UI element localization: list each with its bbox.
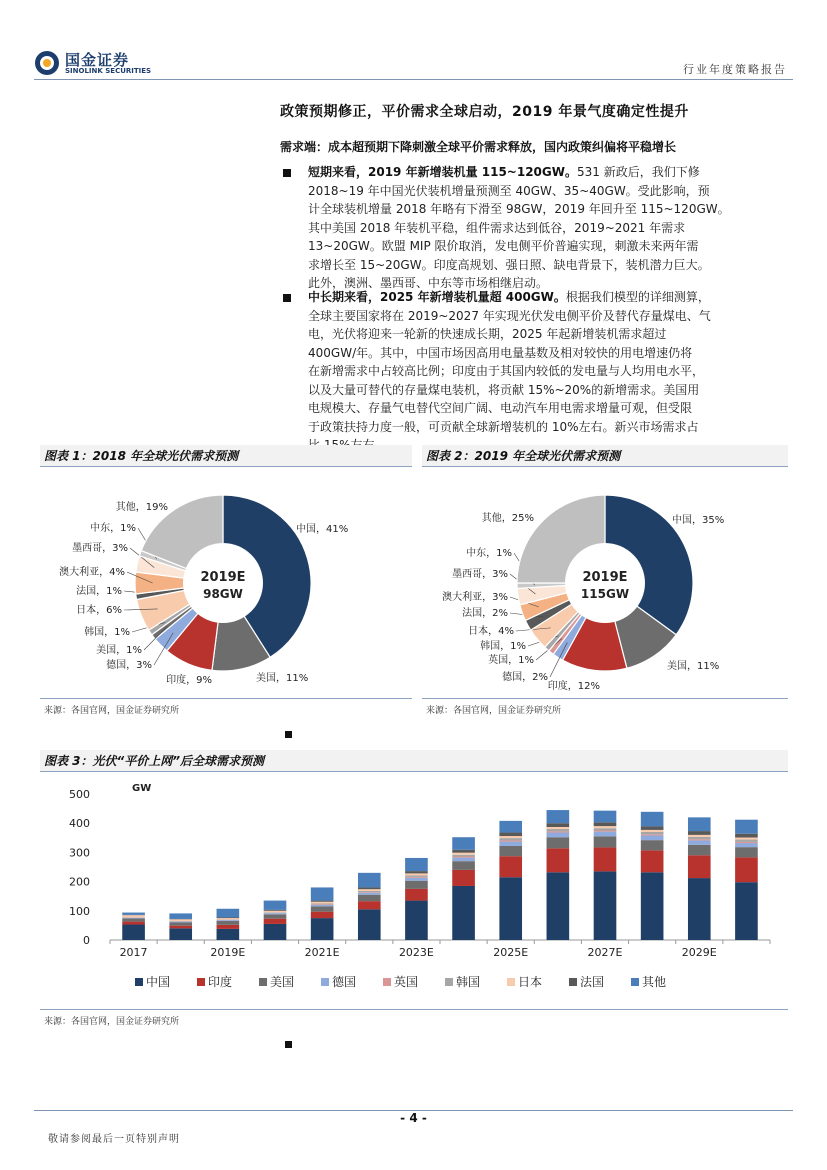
bar-segment bbox=[594, 811, 617, 823]
pie-slice-label: 印度，12% bbox=[547, 681, 600, 692]
bar-segment bbox=[499, 877, 522, 940]
stacked-bar-chart bbox=[40, 776, 788, 1008]
pie-slice-label: 中国，35% bbox=[672, 515, 725, 526]
figure-3-source: 来源：各国官网，国金证券研究所 bbox=[44, 1017, 180, 1027]
header-divider bbox=[34, 79, 793, 80]
source-divider bbox=[40, 1009, 788, 1010]
bar-segment bbox=[452, 850, 475, 853]
logo-text-cn: 国金证券 bbox=[65, 51, 130, 69]
paragraph-line: 求增长至 15~20GW。印度高规划、强日照、缺电背景下，装机潜力巨大。 bbox=[308, 257, 710, 272]
bar-segment bbox=[499, 842, 522, 846]
bar-segment bbox=[641, 850, 664, 872]
bar-segment bbox=[641, 840, 664, 850]
bullet-lead: 中长期来看，2025 年新增装机量超 400GW。 bbox=[308, 290, 566, 304]
bar-segment bbox=[547, 829, 570, 831]
bar-segment bbox=[547, 823, 570, 827]
x-tick-label: 2023E bbox=[398, 946, 434, 959]
bar-segment bbox=[452, 861, 475, 870]
bar-segment bbox=[594, 847, 617, 871]
bar-segment bbox=[499, 833, 522, 837]
bar-segment bbox=[405, 858, 428, 871]
bar-segment bbox=[358, 887, 381, 889]
bar-segment bbox=[122, 925, 145, 940]
bar-segment bbox=[641, 812, 664, 827]
bar-segment bbox=[264, 911, 287, 912]
bar-segment bbox=[452, 886, 475, 940]
bar-segment bbox=[735, 820, 758, 834]
bar-segment bbox=[547, 810, 570, 823]
bar-segment bbox=[452, 870, 475, 886]
bar-segment bbox=[122, 918, 145, 919]
bar-segment bbox=[499, 838, 522, 840]
bar-segment bbox=[735, 882, 758, 940]
bar-segment bbox=[641, 872, 664, 940]
bar-segment bbox=[735, 857, 758, 882]
bar-segment bbox=[641, 826, 664, 830]
pie-slice-label: 日本，4% bbox=[468, 626, 514, 637]
pie-slice-label: 其他，25% bbox=[481, 513, 534, 524]
paragraph-line: 531 新政后，我们下修 bbox=[577, 165, 700, 179]
bar-segment bbox=[499, 821, 522, 833]
donut-center-label: 2019E bbox=[200, 570, 246, 585]
pie-slice-label: 澳大利亚，4% bbox=[59, 567, 125, 578]
bar-segment bbox=[358, 895, 381, 901]
bar-segment bbox=[217, 909, 240, 918]
bar-segment bbox=[735, 847, 758, 857]
bar-segment bbox=[688, 837, 711, 839]
bar-segment bbox=[688, 831, 711, 835]
bar-segment bbox=[217, 921, 240, 925]
section-title: 政策预期修正，平价需求全球启动，2019 年景气度确定性提升 bbox=[280, 104, 689, 120]
x-tick-label: 2017 bbox=[119, 946, 148, 959]
legend-swatch bbox=[569, 978, 577, 986]
bar-segment bbox=[405, 871, 428, 873]
bar-segment bbox=[405, 889, 428, 901]
bar-segment bbox=[217, 929, 240, 940]
bar-segment bbox=[688, 878, 711, 940]
bar-segment bbox=[688, 855, 711, 878]
bar-segment bbox=[735, 842, 758, 843]
bullet-marker bbox=[283, 169, 291, 177]
bar-segment bbox=[169, 922, 192, 923]
bar-segment bbox=[264, 913, 287, 914]
bar-segment bbox=[358, 873, 381, 888]
x-tick-label: 2019E bbox=[210, 946, 246, 959]
bar-segment bbox=[641, 830, 664, 832]
bar-segment bbox=[452, 858, 475, 862]
bar-segment bbox=[688, 840, 711, 844]
bullet-marker bbox=[285, 731, 292, 738]
figure-1-source: 来源：各国官网，国金证券研究所 bbox=[44, 706, 180, 716]
paragraph-line: 电，光伏将迎来一轮新的快速成长期，2025 年起新增装机需求超过 bbox=[308, 327, 667, 341]
legend-label: 印度 bbox=[208, 975, 233, 989]
pie-slice-label: 美国，1% bbox=[96, 645, 142, 656]
paragraph-line: 2018~19 年中国光伏装机增量预测至 40GW、35~40GW。受此影响，预 bbox=[308, 183, 710, 198]
bar-segment bbox=[735, 843, 758, 847]
y-tick-label: 500 bbox=[69, 788, 90, 801]
figure-1-title: 图表 1：2018 年全球光伏需求预测 bbox=[40, 445, 412, 467]
x-tick-label: 2029E bbox=[681, 946, 717, 959]
bar-segment bbox=[311, 905, 334, 906]
paragraph-line: 以及大量可替代的存量煤电装机，将贡献 15%~20%的新增需求。美国用 bbox=[308, 382, 700, 397]
legend-swatch bbox=[135, 978, 143, 986]
pie-chart-2018 bbox=[40, 470, 412, 695]
bar-segment bbox=[358, 892, 381, 893]
bullet-marker bbox=[285, 1041, 292, 1048]
bar-segment bbox=[264, 901, 287, 910]
x-tick-label: 2025E bbox=[493, 946, 529, 959]
x-tick-label: 2021E bbox=[304, 946, 340, 959]
bar-segment bbox=[547, 872, 570, 940]
footer-disclaimer: 敬请参阅最后一页特别声明 bbox=[48, 1134, 180, 1145]
bar-segment bbox=[688, 817, 711, 831]
pie-slice-label: 印度，9% bbox=[166, 675, 212, 686]
legend-swatch bbox=[507, 978, 515, 986]
logo-text-en: SINOLINK SECURITIES bbox=[65, 67, 152, 75]
bar-segment bbox=[311, 904, 334, 905]
bar-segment bbox=[358, 901, 381, 909]
bar-segment bbox=[735, 840, 758, 842]
bar-segment bbox=[264, 910, 287, 911]
bar-segment bbox=[405, 881, 428, 889]
pie-slice-label: 美国，11% bbox=[256, 673, 309, 684]
pie-slice-label: 中东，1% bbox=[466, 548, 512, 559]
section-subtitle: 需求端：成本超预期下降刺激全球平价需求释放，国内政策纠偏将平稳增长 bbox=[280, 140, 677, 154]
bar-segment bbox=[358, 909, 381, 940]
bar-segment bbox=[405, 873, 428, 875]
y-tick-label: 300 bbox=[69, 846, 90, 860]
bar-segment bbox=[688, 835, 711, 837]
bar-segment bbox=[594, 828, 617, 830]
bar-segment bbox=[311, 902, 334, 904]
legend-swatch bbox=[631, 978, 639, 986]
bar-segment bbox=[641, 834, 664, 835]
bar-segment bbox=[217, 918, 240, 919]
paragraph-line: 电规模大、存量气电替代空间广阔、电动汽车用电需求增量可观，但受限 bbox=[308, 401, 693, 415]
bar-segment bbox=[499, 846, 522, 856]
legend-swatch bbox=[259, 978, 267, 986]
pie-slice-label: 韩国，1% bbox=[84, 627, 130, 638]
bar-segment bbox=[217, 925, 240, 929]
bullet-lead: 短期来看，2019 年新增装机量 115~120GW。 bbox=[308, 165, 577, 179]
legend-label: 其他 bbox=[642, 975, 667, 989]
y-tick-label: 200 bbox=[69, 875, 90, 889]
bar-segment bbox=[594, 831, 617, 832]
bar-segment bbox=[405, 877, 428, 878]
legend-swatch bbox=[445, 978, 453, 986]
pie-slice-label: 德国，2% bbox=[502, 672, 548, 683]
bar-segment bbox=[547, 831, 570, 832]
bar-segment bbox=[122, 915, 145, 917]
figure-3-title: 图表 3：光伏“平价上网”后全球需求预测 bbox=[40, 750, 788, 772]
x-tick-label: 2027E bbox=[587, 946, 623, 959]
pie-slice-label: 墨西哥，3% bbox=[72, 543, 128, 554]
bar-segment bbox=[452, 855, 475, 857]
report-type: 行业年度策略报告 bbox=[683, 63, 787, 76]
sinolink-logo-icon bbox=[34, 50, 60, 76]
bar-segment bbox=[688, 839, 711, 840]
paragraph-line: 于政策扶持力度一般，可贡献全球新增装机的 10%左右。新兴市场需求占 bbox=[308, 419, 699, 434]
bar-segment bbox=[594, 822, 617, 826]
y-tick-label: 400 bbox=[69, 817, 90, 831]
bar-segment bbox=[594, 836, 617, 847]
figure-2-title: 图表 2：2019 年全球光伏需求预测 bbox=[422, 445, 788, 467]
bar-segment bbox=[594, 826, 617, 828]
y-tick-label: 100 bbox=[69, 904, 90, 918]
paragraph-line: 400GW/年。其中，中国市场因高用电量基数及相对较快的用电增速仍将 bbox=[308, 345, 693, 360]
bar-segment bbox=[264, 919, 287, 924]
paragraph-line: 此外，澳洲、墨西哥、中东等市场相继启动。 bbox=[308, 276, 549, 290]
bullet-paragraph-2 bbox=[308, 288, 790, 455]
bar-segment bbox=[405, 878, 428, 881]
pie-slice-label: 英国，1% bbox=[488, 655, 534, 666]
bar-segment bbox=[311, 904, 334, 905]
bar-segment bbox=[122, 913, 145, 915]
bar-segment bbox=[594, 871, 617, 940]
page-header bbox=[0, 0, 827, 82]
figure-2-source: 来源：各国官网，国金证券研究所 bbox=[426, 706, 562, 716]
bar-segment bbox=[169, 928, 192, 940]
bar-segment bbox=[594, 832, 617, 837]
bar-segment bbox=[311, 912, 334, 918]
source-divider bbox=[422, 698, 788, 699]
pie-slice-label: 日本，6% bbox=[76, 605, 122, 616]
bar-segment bbox=[311, 887, 334, 900]
paragraph-line: 计全球装机增量 2018 年略有下滑至 98GW，2019 年回升至 115~120GW。 bbox=[308, 202, 730, 216]
pie-slice-label: 中东，1% bbox=[90, 523, 136, 534]
bar-segment bbox=[735, 834, 758, 838]
bar-segment bbox=[452, 837, 475, 850]
bar-segment bbox=[311, 918, 334, 940]
bar-segment bbox=[547, 837, 570, 848]
legend-label: 中国 bbox=[146, 975, 171, 989]
legend-label: 德国 bbox=[332, 975, 357, 989]
bullet-paragraph-1 bbox=[308, 163, 790, 293]
bar-segment bbox=[169, 926, 192, 929]
bar-segment bbox=[452, 856, 475, 857]
bar-segment bbox=[264, 912, 287, 913]
bar-segment bbox=[735, 838, 758, 840]
bar-segment bbox=[358, 891, 381, 892]
legend-label: 法国 bbox=[580, 975, 605, 989]
paragraph-line: 全球主要国家将在 2019~2027 年实现光伏发电侧平价及替代存量煤电、气 bbox=[308, 308, 711, 323]
pie-slice-label: 韩国，1% bbox=[480, 641, 526, 652]
bar-segment bbox=[217, 920, 240, 921]
bar-segment bbox=[358, 893, 381, 895]
donut-center-label: 2019E bbox=[582, 570, 628, 585]
source-divider bbox=[40, 698, 412, 699]
bar-segment bbox=[122, 918, 145, 921]
paragraph-line: 根据我们模型的详细测算， bbox=[565, 290, 710, 304]
legend-swatch bbox=[197, 978, 205, 986]
bar-segment bbox=[499, 840, 522, 841]
y-tick-label: 0 bbox=[83, 934, 90, 947]
pie-slice-label: 中国，41% bbox=[296, 524, 349, 535]
bar-segment bbox=[169, 913, 192, 919]
bar-segment bbox=[264, 914, 287, 918]
bar-segment bbox=[169, 919, 192, 921]
legend-swatch bbox=[321, 978, 329, 986]
pie-slice-label: 德国，3% bbox=[106, 660, 152, 671]
pie-slice-label: 墨西哥，3% bbox=[452, 569, 508, 580]
pie-slice-label: 法国，1% bbox=[76, 586, 122, 597]
legend-swatch bbox=[383, 978, 391, 986]
pie-chart-2019 bbox=[422, 470, 788, 695]
legend-label: 美国 bbox=[270, 975, 295, 989]
pie-slice-label: 法国，2% bbox=[462, 608, 508, 619]
bar-segment bbox=[405, 875, 428, 876]
legend-label: 英国 bbox=[394, 975, 419, 989]
bar-segment bbox=[122, 922, 145, 925]
legend-label: 日本 bbox=[518, 975, 543, 989]
bar-segment bbox=[311, 906, 334, 911]
paragraph-line: 在新增需求中占较高比例；印度由于其国内较低的发电量与人均用电水平， bbox=[308, 364, 705, 378]
legend-label: 韩国 bbox=[456, 975, 481, 989]
bar-segment bbox=[452, 853, 475, 855]
donut-center-value: 115GW bbox=[580, 587, 630, 601]
bar-segment bbox=[499, 836, 522, 838]
bar-segment bbox=[499, 856, 522, 877]
page-number: - 4 - bbox=[400, 1111, 427, 1125]
bar-segment bbox=[641, 832, 664, 834]
bar-segment bbox=[641, 835, 664, 840]
bar-segment bbox=[688, 845, 711, 856]
bar-segment bbox=[547, 827, 570, 829]
bar-segment bbox=[264, 924, 287, 940]
bar-segment bbox=[217, 918, 240, 919]
bullet-marker bbox=[283, 294, 291, 302]
bar-segment bbox=[311, 901, 334, 902]
pie-slice-label: 澳大利亚，3% bbox=[442, 592, 508, 603]
paragraph-line: 其中美国 2018 年装机平稳，组件需求达到低谷，2019~2021 年需求 bbox=[308, 220, 686, 235]
bar-segment bbox=[547, 833, 570, 838]
pie-slice-label: 美国，11% bbox=[667, 661, 720, 672]
donut-center-value: 98GW bbox=[203, 587, 243, 601]
bar-segment bbox=[405, 901, 428, 940]
y-axis-unit: GW bbox=[132, 783, 152, 794]
bar-segment bbox=[547, 848, 570, 872]
paragraph-line: 13~20GW。欧盟 MIP 限价取消，发电侧平价普遍实现，刺激未来两年需 bbox=[308, 239, 699, 253]
pie-slice-label: 其他，19% bbox=[115, 502, 168, 513]
bar-segment bbox=[169, 922, 192, 925]
bar-segment bbox=[358, 889, 381, 891]
